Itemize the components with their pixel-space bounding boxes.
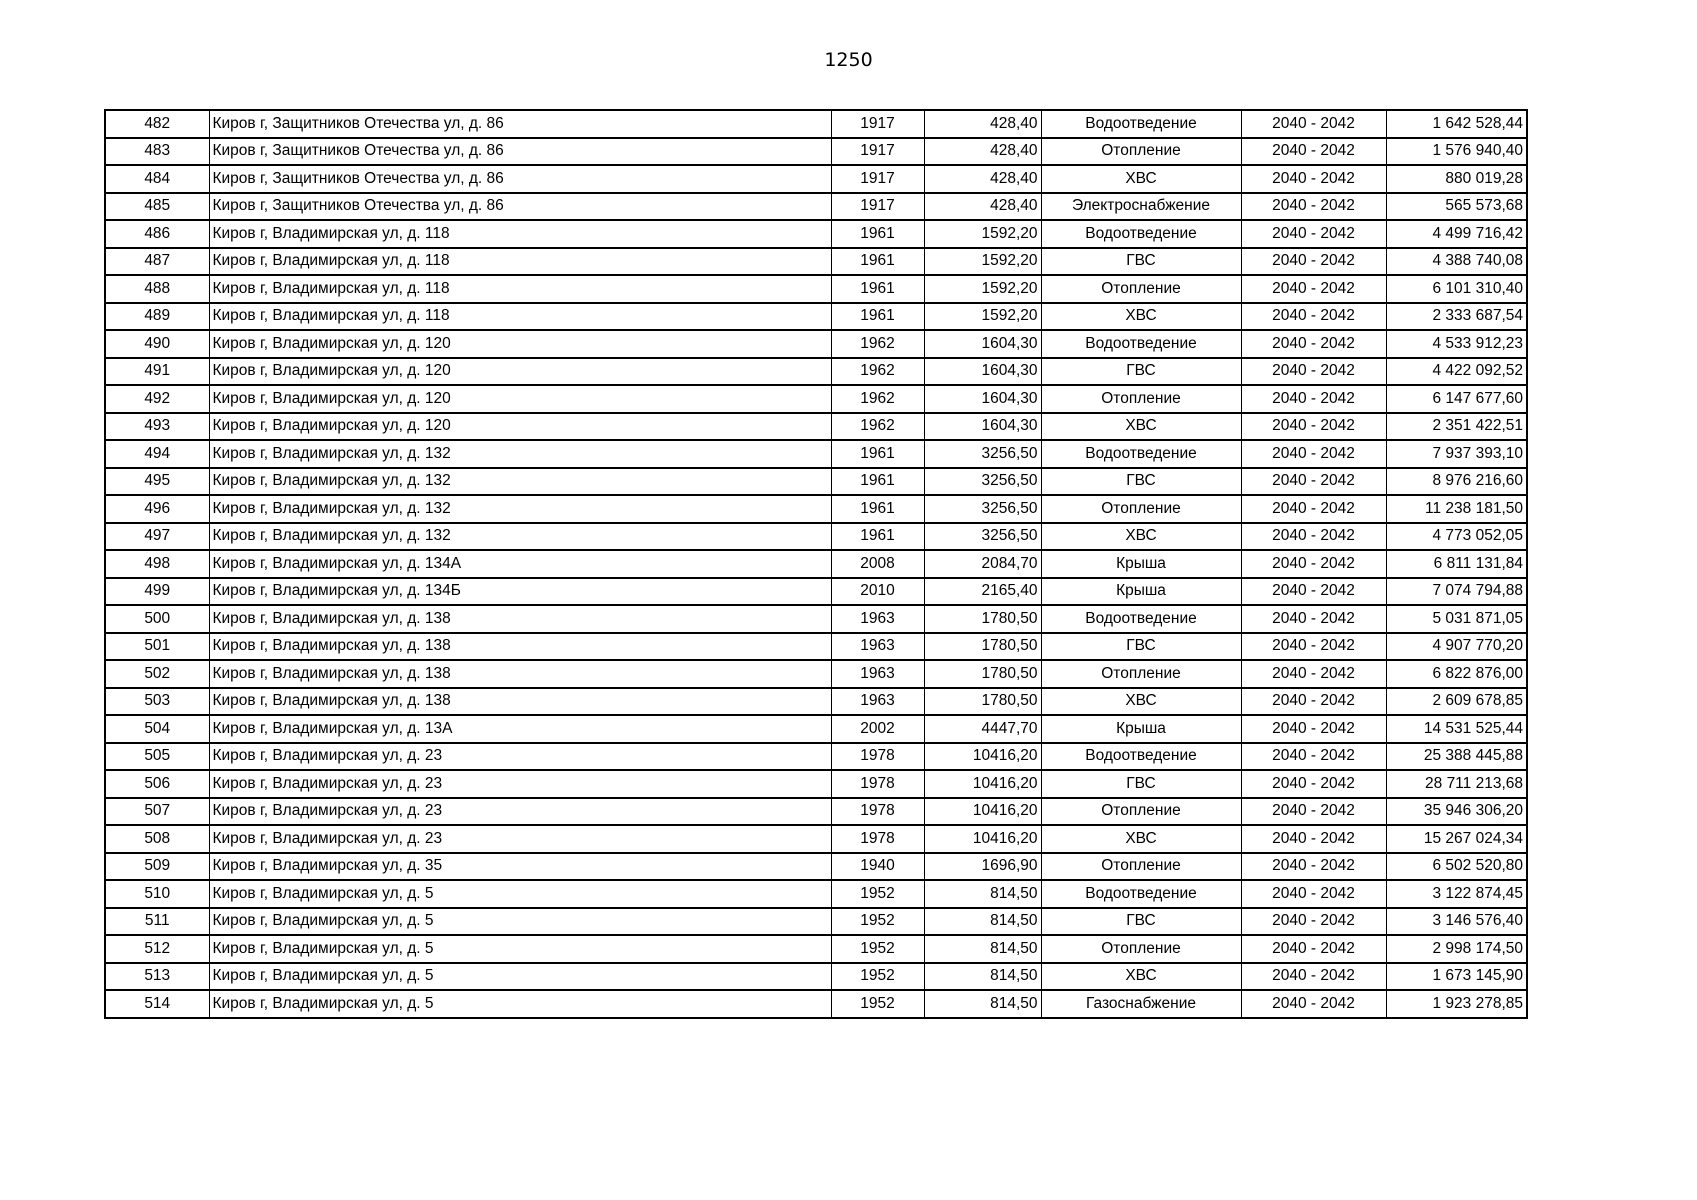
address-cell: Киров г, Владимирская ул, д. 138 bbox=[209, 660, 831, 688]
table-row bbox=[105, 908, 1527, 936]
area-cell: 10416,20 bbox=[924, 770, 1041, 798]
address-cell: Киров г, Владимирская ул, д. 118 bbox=[209, 248, 831, 276]
build-year-cell: 1917 bbox=[831, 138, 924, 166]
cost-cell: 2 998 174,50 bbox=[1386, 935, 1527, 963]
table-row bbox=[105, 413, 1527, 441]
table-row bbox=[105, 110, 1527, 138]
table-row bbox=[105, 605, 1527, 633]
area-cell: 428,40 bbox=[924, 110, 1041, 138]
period-cell: 2040 - 2042 bbox=[1241, 193, 1386, 221]
address-cell: Киров г, Владимирская ул, д. 138 bbox=[209, 633, 831, 661]
cost-cell: 4 422 092,52 bbox=[1386, 358, 1527, 386]
row-number-cell: 489 bbox=[105, 303, 209, 331]
address-cell: Киров г, Владимирская ул, д. 5 bbox=[209, 935, 831, 963]
build-year-cell: 1961 bbox=[831, 275, 924, 303]
build-year-cell: 2002 bbox=[831, 715, 924, 743]
row-number-cell: 493 bbox=[105, 413, 209, 441]
cost-cell: 3 122 874,45 bbox=[1386, 880, 1527, 908]
table-row bbox=[105, 633, 1527, 661]
table-row bbox=[105, 138, 1527, 166]
area-cell: 10416,20 bbox=[924, 798, 1041, 826]
area-cell: 814,50 bbox=[924, 935, 1041, 963]
period-cell: 2040 - 2042 bbox=[1241, 633, 1386, 661]
cost-cell: 2 351 422,51 bbox=[1386, 413, 1527, 441]
cost-cell: 880 019,28 bbox=[1386, 165, 1527, 193]
period-cell: 2040 - 2042 bbox=[1241, 605, 1386, 633]
period-cell: 2040 - 2042 bbox=[1241, 468, 1386, 496]
build-year-cell: 1963 bbox=[831, 688, 924, 716]
build-year-cell: 1962 bbox=[831, 358, 924, 386]
address-cell: Киров г, Владимирская ул, д. 13А bbox=[209, 715, 831, 743]
table-row bbox=[105, 385, 1527, 413]
table-row bbox=[105, 660, 1527, 688]
build-year-cell: 1917 bbox=[831, 165, 924, 193]
period-cell: 2040 - 2042 bbox=[1241, 798, 1386, 826]
cost-cell: 35 946 306,20 bbox=[1386, 798, 1527, 826]
table-row bbox=[105, 220, 1527, 248]
work-type-cell: ХВС bbox=[1041, 523, 1241, 551]
area-cell: 3256,50 bbox=[924, 468, 1041, 496]
build-year-cell: 1963 bbox=[831, 633, 924, 661]
period-cell: 2040 - 2042 bbox=[1241, 110, 1386, 138]
area-cell: 4447,70 bbox=[924, 715, 1041, 743]
area-cell: 3256,50 bbox=[924, 495, 1041, 523]
period-cell: 2040 - 2042 bbox=[1241, 330, 1386, 358]
work-type-cell: ГВС bbox=[1041, 358, 1241, 386]
row-number-cell: 484 bbox=[105, 165, 209, 193]
row-number-cell: 495 bbox=[105, 468, 209, 496]
cost-cell: 1 673 145,90 bbox=[1386, 963, 1527, 991]
work-type-cell: ХВС bbox=[1041, 303, 1241, 331]
row-number-cell: 499 bbox=[105, 578, 209, 606]
work-type-cell: Водоотведение bbox=[1041, 440, 1241, 468]
cost-cell: 2 333 687,54 bbox=[1386, 303, 1527, 331]
address-cell: Киров г, Владимирская ул, д. 132 bbox=[209, 440, 831, 468]
table-row bbox=[105, 963, 1527, 991]
row-number-cell: 500 bbox=[105, 605, 209, 633]
address-cell: Киров г, Владимирская ул, д. 120 bbox=[209, 413, 831, 441]
address-cell: Киров г, Владимирская ул, д. 138 bbox=[209, 605, 831, 633]
row-number-cell: 503 bbox=[105, 688, 209, 716]
work-type-cell: ХВС bbox=[1041, 963, 1241, 991]
build-year-cell: 2010 bbox=[831, 578, 924, 606]
table-row bbox=[105, 358, 1527, 386]
cost-cell: 2 609 678,85 bbox=[1386, 688, 1527, 716]
period-cell: 2040 - 2042 bbox=[1241, 935, 1386, 963]
row-number-cell: 509 bbox=[105, 853, 209, 881]
period-cell: 2040 - 2042 bbox=[1241, 743, 1386, 771]
cost-cell: 4 533 912,23 bbox=[1386, 330, 1527, 358]
area-cell: 1592,20 bbox=[924, 303, 1041, 331]
area-cell: 1604,30 bbox=[924, 385, 1041, 413]
work-type-cell: Отопление bbox=[1041, 798, 1241, 826]
address-cell: Киров г, Защитников Отечества ул, д. 86 bbox=[209, 193, 831, 221]
build-year-cell: 1952 bbox=[831, 935, 924, 963]
build-year-cell: 1961 bbox=[831, 468, 924, 496]
build-year-cell: 1952 bbox=[831, 963, 924, 991]
period-cell: 2040 - 2042 bbox=[1241, 495, 1386, 523]
address-cell: Киров г, Владимирская ул, д. 120 bbox=[209, 358, 831, 386]
row-number-cell: 496 bbox=[105, 495, 209, 523]
work-type-cell: Газоснабжение bbox=[1041, 990, 1241, 1018]
build-year-cell: 1961 bbox=[831, 303, 924, 331]
table-row bbox=[105, 193, 1527, 221]
area-cell: 2165,40 bbox=[924, 578, 1041, 606]
address-cell: Киров г, Защитников Отечества ул, д. 86 bbox=[209, 110, 831, 138]
table-row bbox=[105, 578, 1527, 606]
build-year-cell: 1952 bbox=[831, 908, 924, 936]
build-year-cell: 1962 bbox=[831, 385, 924, 413]
area-cell: 1604,30 bbox=[924, 413, 1041, 441]
work-type-cell: Водоотведение bbox=[1041, 605, 1241, 633]
build-year-cell: 1952 bbox=[831, 990, 924, 1018]
area-cell: 3256,50 bbox=[924, 440, 1041, 468]
period-cell: 2040 - 2042 bbox=[1241, 358, 1386, 386]
row-number-cell: 505 bbox=[105, 743, 209, 771]
table-row bbox=[105, 798, 1527, 826]
work-type-cell: Водоотведение bbox=[1041, 743, 1241, 771]
work-type-cell: ХВС bbox=[1041, 825, 1241, 853]
cost-cell: 565 573,68 bbox=[1386, 193, 1527, 221]
table-row bbox=[105, 275, 1527, 303]
row-number-cell: 491 bbox=[105, 358, 209, 386]
address-cell: Киров г, Владимирская ул, д. 23 bbox=[209, 770, 831, 798]
address-cell: Киров г, Владимирская ул, д. 134А bbox=[209, 550, 831, 578]
work-type-cell: Крыша bbox=[1041, 715, 1241, 743]
period-cell: 2040 - 2042 bbox=[1241, 523, 1386, 551]
table-row bbox=[105, 523, 1527, 551]
row-number-cell: 483 bbox=[105, 138, 209, 166]
period-cell: 2040 - 2042 bbox=[1241, 413, 1386, 441]
period-cell: 2040 - 2042 bbox=[1241, 688, 1386, 716]
cost-cell: 6 147 677,60 bbox=[1386, 385, 1527, 413]
cost-cell: 7 937 393,10 bbox=[1386, 440, 1527, 468]
area-cell: 1780,50 bbox=[924, 605, 1041, 633]
work-type-cell: Отопление bbox=[1041, 138, 1241, 166]
area-cell: 814,50 bbox=[924, 963, 1041, 991]
work-type-cell: Водоотведение bbox=[1041, 110, 1241, 138]
cost-cell: 6 822 876,00 bbox=[1386, 660, 1527, 688]
row-number-cell: 511 bbox=[105, 908, 209, 936]
table-body bbox=[105, 110, 1527, 1018]
cost-cell: 7 074 794,88 bbox=[1386, 578, 1527, 606]
table-row bbox=[105, 688, 1527, 716]
address-cell: Киров г, Владимирская ул, д. 118 bbox=[209, 275, 831, 303]
cost-cell: 8 976 216,60 bbox=[1386, 468, 1527, 496]
build-year-cell: 1962 bbox=[831, 413, 924, 441]
address-cell: Киров г, Владимирская ул, д. 5 bbox=[209, 908, 831, 936]
area-cell: 428,40 bbox=[924, 193, 1041, 221]
row-number-cell: 492 bbox=[105, 385, 209, 413]
work-type-cell: Крыша bbox=[1041, 578, 1241, 606]
work-type-cell: ХВС bbox=[1041, 165, 1241, 193]
build-year-cell: 1978 bbox=[831, 743, 924, 771]
cost-cell: 6 502 520,80 bbox=[1386, 853, 1527, 881]
cost-cell: 28 711 213,68 bbox=[1386, 770, 1527, 798]
period-cell: 2040 - 2042 bbox=[1241, 990, 1386, 1018]
area-cell: 1780,50 bbox=[924, 660, 1041, 688]
work-type-cell: Водоотведение bbox=[1041, 880, 1241, 908]
address-cell: Киров г, Владимирская ул, д. 134Б bbox=[209, 578, 831, 606]
cost-cell: 4 907 770,20 bbox=[1386, 633, 1527, 661]
table-row bbox=[105, 770, 1527, 798]
build-year-cell: 1978 bbox=[831, 798, 924, 826]
period-cell: 2040 - 2042 bbox=[1241, 303, 1386, 331]
table-row bbox=[105, 990, 1527, 1018]
cost-cell: 25 388 445,88 bbox=[1386, 743, 1527, 771]
period-cell: 2040 - 2042 bbox=[1241, 385, 1386, 413]
area-cell: 10416,20 bbox=[924, 825, 1041, 853]
cost-cell: 4 773 052,05 bbox=[1386, 523, 1527, 551]
build-year-cell: 1963 bbox=[831, 605, 924, 633]
table-row bbox=[105, 825, 1527, 853]
row-number-cell: 504 bbox=[105, 715, 209, 743]
address-cell: Киров г, Владимирская ул, д. 120 bbox=[209, 330, 831, 358]
period-cell: 2040 - 2042 bbox=[1241, 880, 1386, 908]
area-cell: 1604,30 bbox=[924, 330, 1041, 358]
period-cell: 2040 - 2042 bbox=[1241, 908, 1386, 936]
address-cell: Киров г, Владимирская ул, д. 35 bbox=[209, 853, 831, 881]
build-year-cell: 1961 bbox=[831, 248, 924, 276]
row-number-cell: 490 bbox=[105, 330, 209, 358]
row-number-cell: 512 bbox=[105, 935, 209, 963]
address-cell: Киров г, Защитников Отечества ул, д. 86 bbox=[209, 165, 831, 193]
build-year-cell: 1961 bbox=[831, 440, 924, 468]
row-number-cell: 510 bbox=[105, 880, 209, 908]
build-year-cell: 1961 bbox=[831, 523, 924, 551]
cost-cell: 1 923 278,85 bbox=[1386, 990, 1527, 1018]
period-cell: 2040 - 2042 bbox=[1241, 660, 1386, 688]
row-number-cell: 482 bbox=[105, 110, 209, 138]
address-cell: Киров г, Владимирская ул, д. 118 bbox=[209, 220, 831, 248]
period-cell: 2040 - 2042 bbox=[1241, 853, 1386, 881]
table-row bbox=[105, 550, 1527, 578]
build-year-cell: 1917 bbox=[831, 193, 924, 221]
work-type-cell: Отопление bbox=[1041, 853, 1241, 881]
area-cell: 1592,20 bbox=[924, 248, 1041, 276]
area-cell: 10416,20 bbox=[924, 743, 1041, 771]
address-cell: Киров г, Владимирская ул, д. 120 bbox=[209, 385, 831, 413]
work-type-cell: ГВС bbox=[1041, 468, 1241, 496]
build-year-cell: 1917 bbox=[831, 110, 924, 138]
period-cell: 2040 - 2042 bbox=[1241, 440, 1386, 468]
build-year-cell: 1962 bbox=[831, 330, 924, 358]
row-number-cell: 487 bbox=[105, 248, 209, 276]
table-row bbox=[105, 330, 1527, 358]
period-cell: 2040 - 2042 bbox=[1241, 825, 1386, 853]
row-number-cell: 507 bbox=[105, 798, 209, 826]
table-row bbox=[105, 165, 1527, 193]
period-cell: 2040 - 2042 bbox=[1241, 963, 1386, 991]
address-cell: Киров г, Владимирская ул, д. 132 bbox=[209, 495, 831, 523]
cost-cell: 11 238 181,50 bbox=[1386, 495, 1527, 523]
work-type-cell: Крыша bbox=[1041, 550, 1241, 578]
repair-schedule-table bbox=[104, 109, 1528, 1019]
table-row bbox=[105, 880, 1527, 908]
row-number-cell: 486 bbox=[105, 220, 209, 248]
row-number-cell: 498 bbox=[105, 550, 209, 578]
area-cell: 2084,70 bbox=[924, 550, 1041, 578]
address-cell: Киров г, Владимирская ул, д. 23 bbox=[209, 798, 831, 826]
area-cell: 1780,50 bbox=[924, 688, 1041, 716]
build-year-cell: 2008 bbox=[831, 550, 924, 578]
area-cell: 814,50 bbox=[924, 880, 1041, 908]
period-cell: 2040 - 2042 bbox=[1241, 275, 1386, 303]
area-cell: 1592,20 bbox=[924, 220, 1041, 248]
area-cell: 428,40 bbox=[924, 138, 1041, 166]
work-type-cell: Водоотведение bbox=[1041, 330, 1241, 358]
work-type-cell: ГВС bbox=[1041, 770, 1241, 798]
work-type-cell: Отопление bbox=[1041, 385, 1241, 413]
address-cell: Киров г, Владимирская ул, д. 5 bbox=[209, 880, 831, 908]
table-row bbox=[105, 468, 1527, 496]
area-cell: 428,40 bbox=[924, 165, 1041, 193]
page-number: 1250 bbox=[824, 49, 873, 71]
period-cell: 2040 - 2042 bbox=[1241, 715, 1386, 743]
row-number-cell: 488 bbox=[105, 275, 209, 303]
work-type-cell: ГВС bbox=[1041, 908, 1241, 936]
address-cell: Киров г, Владимирская ул, д. 5 bbox=[209, 963, 831, 991]
row-number-cell: 514 bbox=[105, 990, 209, 1018]
area-cell: 814,50 bbox=[924, 908, 1041, 936]
table-row bbox=[105, 743, 1527, 771]
area-cell: 814,50 bbox=[924, 990, 1041, 1018]
table-row bbox=[105, 303, 1527, 331]
area-cell: 1604,30 bbox=[924, 358, 1041, 386]
row-number-cell: 485 bbox=[105, 193, 209, 221]
row-number-cell: 501 bbox=[105, 633, 209, 661]
work-type-cell: Водоотведение bbox=[1041, 220, 1241, 248]
table-row bbox=[105, 495, 1527, 523]
area-cell: 3256,50 bbox=[924, 523, 1041, 551]
cost-cell: 5 031 871,05 bbox=[1386, 605, 1527, 633]
period-cell: 2040 - 2042 bbox=[1241, 770, 1386, 798]
work-type-cell: Электроснабжение bbox=[1041, 193, 1241, 221]
address-cell: Киров г, Владимирская ул, д. 132 bbox=[209, 468, 831, 496]
row-number-cell: 494 bbox=[105, 440, 209, 468]
row-number-cell: 508 bbox=[105, 825, 209, 853]
address-cell: Киров г, Владимирская ул, д. 138 bbox=[209, 688, 831, 716]
cost-cell: 6 811 131,84 bbox=[1386, 550, 1527, 578]
build-year-cell: 1961 bbox=[831, 495, 924, 523]
table-row bbox=[105, 440, 1527, 468]
build-year-cell: 1952 bbox=[831, 880, 924, 908]
cost-cell: 4 388 740,08 bbox=[1386, 248, 1527, 276]
row-number-cell: 513 bbox=[105, 963, 209, 991]
cost-cell: 15 267 024,34 bbox=[1386, 825, 1527, 853]
build-year-cell: 1963 bbox=[831, 660, 924, 688]
row-number-cell: 502 bbox=[105, 660, 209, 688]
period-cell: 2040 - 2042 bbox=[1241, 248, 1386, 276]
table-row bbox=[105, 935, 1527, 963]
row-number-cell: 506 bbox=[105, 770, 209, 798]
period-cell: 2040 - 2042 bbox=[1241, 138, 1386, 166]
row-number-cell: 497 bbox=[105, 523, 209, 551]
period-cell: 2040 - 2042 bbox=[1241, 220, 1386, 248]
build-year-cell: 1940 bbox=[831, 853, 924, 881]
period-cell: 2040 - 2042 bbox=[1241, 165, 1386, 193]
work-type-cell: Отопление bbox=[1041, 660, 1241, 688]
table-row bbox=[105, 248, 1527, 276]
area-cell: 1592,20 bbox=[924, 275, 1041, 303]
cost-cell: 1 642 528,44 bbox=[1386, 110, 1527, 138]
table-row bbox=[105, 715, 1527, 743]
area-cell: 1780,50 bbox=[924, 633, 1041, 661]
area-cell: 1696,90 bbox=[924, 853, 1041, 881]
build-year-cell: 1978 bbox=[831, 825, 924, 853]
work-type-cell: ГВС bbox=[1041, 633, 1241, 661]
address-cell: Киров г, Защитников Отечества ул, д. 86 bbox=[209, 138, 831, 166]
work-type-cell: Отопление bbox=[1041, 275, 1241, 303]
work-type-cell: ХВС bbox=[1041, 688, 1241, 716]
cost-cell: 4 499 716,42 bbox=[1386, 220, 1527, 248]
work-type-cell: Отопление bbox=[1041, 495, 1241, 523]
work-type-cell: ХВС bbox=[1041, 413, 1241, 441]
address-cell: Киров г, Владимирская ул, д. 23 bbox=[209, 743, 831, 771]
cost-cell: 6 101 310,40 bbox=[1386, 275, 1527, 303]
build-year-cell: 1961 bbox=[831, 220, 924, 248]
cost-cell: 14 531 525,44 bbox=[1386, 715, 1527, 743]
cost-cell: 1 576 940,40 bbox=[1386, 138, 1527, 166]
table-row bbox=[105, 853, 1527, 881]
address-cell: Киров г, Владимирская ул, д. 23 bbox=[209, 825, 831, 853]
work-type-cell: ГВС bbox=[1041, 248, 1241, 276]
cost-cell: 3 146 576,40 bbox=[1386, 908, 1527, 936]
period-cell: 2040 - 2042 bbox=[1241, 578, 1386, 606]
address-cell: Киров г, Владимирская ул, д. 118 bbox=[209, 303, 831, 331]
work-type-cell: Отопление bbox=[1041, 935, 1241, 963]
address-cell: Киров г, Владимирская ул, д. 132 bbox=[209, 523, 831, 551]
build-year-cell: 1978 bbox=[831, 770, 924, 798]
address-cell: Киров г, Владимирская ул, д. 5 bbox=[209, 990, 831, 1018]
period-cell: 2040 - 2042 bbox=[1241, 550, 1386, 578]
